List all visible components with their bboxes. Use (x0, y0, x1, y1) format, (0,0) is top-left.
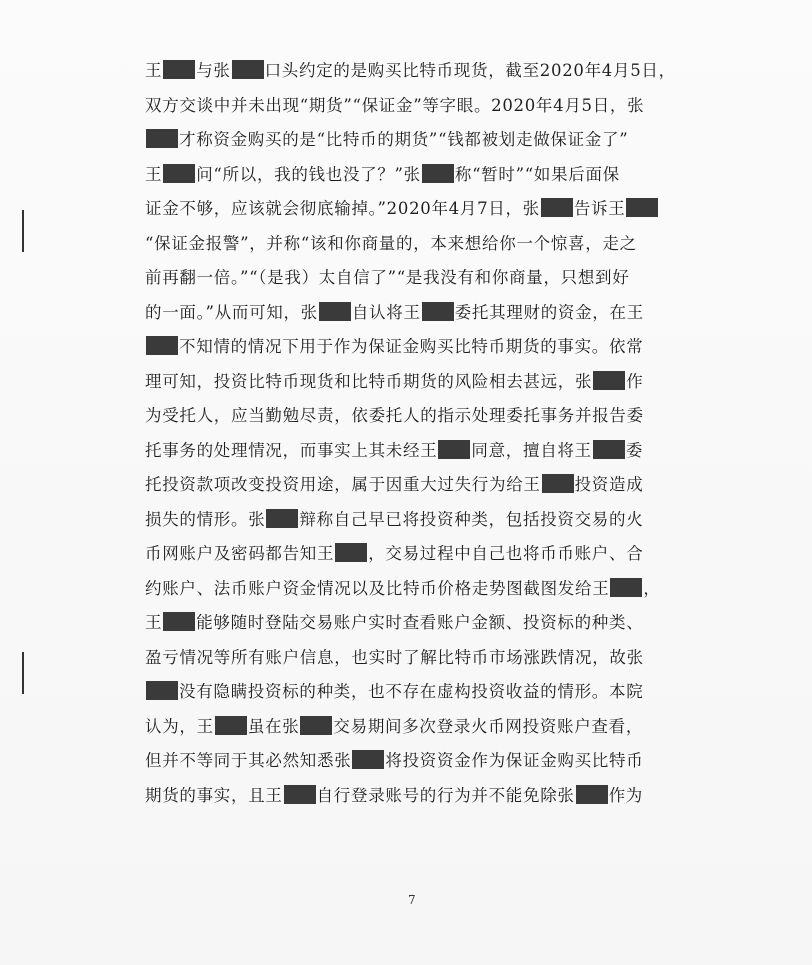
binding-mark (22, 652, 24, 694)
redaction-box (146, 129, 178, 148)
text-segment: 为受托人，应当勤勉尽责，依委托人的指示处理委托事务并报告委 (145, 406, 644, 425)
text-segment: 自认将王 (351, 302, 421, 322)
text-line (145, 89, 685, 124)
text-segment: 问“所以，我的钱也没了？”张 (196, 164, 421, 184)
text-segment: 交易期间多次登录火币网投资账户查看， (333, 716, 644, 736)
text-segment: 投资造成 (574, 475, 644, 494)
text-segment: 委托其理财的资金，在王 (454, 302, 644, 322)
text-line (145, 158, 685, 193)
redaction-box (163, 60, 195, 79)
text-segment: 认为，王 (145, 716, 214, 736)
text-segment: 王 (145, 61, 163, 80)
text-line (145, 710, 685, 745)
text-segment: 作为 (608, 785, 644, 805)
text-segment: 前再翻一倍。”“（是我）太自信了”“是我没有和你商量，只想到好 (145, 268, 630, 287)
text-line (145, 744, 685, 779)
text-segment: 王 (145, 613, 163, 632)
text-segment: 将投资资金作为保证金购买比特币 (385, 751, 644, 770)
text-segment: 托投资款项改变投资用途，属于因重大过失行为给王 (145, 475, 541, 494)
redaction-box (352, 750, 384, 769)
redaction-box (593, 371, 625, 390)
text-segment: 但并不等同于其必然知悉张 (145, 751, 352, 770)
text-line (145, 675, 685, 710)
redaction-box (300, 716, 332, 735)
text-segment: 自行登录账号的行为并不能免除张 (316, 785, 575, 805)
text-segment: 没有隐瞒投资标的种类，也不存在虚构投资收益的情形。本院 (179, 682, 644, 701)
text-line (145, 641, 685, 676)
text-segment: 盈亏情况等所有账户信息，也实时了解比特币市场涨跌情况，故张 (145, 647, 644, 667)
redaction-box (284, 785, 316, 804)
redaction-box (576, 785, 608, 804)
text-segment: 币网账户及密码都告知王 (145, 544, 335, 563)
text-segment: 约账户、法币账户资金情况以及比特币价格走势图截图发给王 (145, 578, 610, 598)
text-segment: 证金不够，应该就会彻底输掉。”2020年4月7日，张 (145, 199, 540, 218)
text-line (145, 365, 685, 400)
redaction-box (335, 543, 367, 562)
redaction-box (610, 578, 642, 597)
text-segment: 理可知，投资比特币现货和比特币期货的风险相去甚远，张 (145, 371, 593, 391)
page-number: 7 (408, 893, 416, 907)
text-line (145, 261, 685, 296)
text-segment: “保证金报警”，并称“该和你商量的，本来想给你一个惊喜，走之 (145, 233, 637, 253)
redaction-box (422, 302, 454, 321)
text-segment: 口头约定的是购买比特币现货，截至2020年4月5日， (264, 61, 676, 80)
redaction-box (541, 198, 573, 217)
text-line (145, 537, 685, 572)
text-line (145, 468, 685, 503)
redaction-box (626, 198, 658, 217)
binding-mark (22, 210, 24, 252)
text-segment: 虽在张 (247, 716, 300, 736)
text-line (145, 192, 685, 227)
redaction-box (422, 164, 454, 183)
text-line (145, 54, 685, 89)
redaction-box (163, 164, 195, 183)
text-segment: 的一面。”从而可知，张 (145, 302, 318, 322)
redaction-box (593, 440, 625, 459)
text-segment: 王 (145, 164, 163, 184)
text-segment: 能够随时登陆交易账户实时查看账户金额、投资标的种类、 (196, 613, 644, 632)
text-line (145, 227, 685, 262)
text-line (145, 434, 685, 469)
redaction-box (438, 440, 470, 459)
text-segment: 与张 (196, 61, 231, 80)
redaction-box (266, 509, 298, 528)
text-segment: 才称资金购买的是“比特币的期货”“钱都被划走做保证金了” (179, 130, 629, 149)
text-segment: 托事务的处理情况，而事实上其未经王 (145, 440, 438, 460)
text-line (145, 330, 685, 365)
text-line (145, 123, 685, 158)
text-line (145, 572, 685, 607)
text-line (145, 503, 685, 538)
redaction-box (146, 336, 178, 355)
redaction-box (146, 681, 178, 700)
text-segment: 委 (625, 440, 644, 460)
text-line (145, 296, 685, 331)
redaction-box (232, 60, 264, 79)
redaction-box (319, 302, 351, 321)
redaction-box (163, 612, 195, 631)
redaction-box (542, 474, 574, 493)
redaction-box (215, 716, 247, 735)
text-segment: ， (643, 578, 661, 598)
text-segment: 不知情的情况下用于作为保证金购买比特币期货的事实。依常 (179, 337, 644, 356)
text-segment: 双方交谈中并未出现“期货”“保证金”等字眼。2020年4月5日，张 (145, 95, 645, 115)
text-segment: 同意，擅自将王 (471, 440, 592, 460)
text-segment: 告诉王 (573, 199, 626, 218)
text-segment: 损失的情形。张 (145, 509, 266, 529)
text-line (145, 399, 685, 434)
text-segment: 辩称自己早已将投资种类，包括投资交易的火 (299, 509, 644, 529)
text-segment: ，交易过程中自己也将币币账户、合 (368, 544, 644, 563)
text-segment: 作 (626, 371, 644, 391)
text-line (145, 779, 685, 814)
document-body (145, 54, 685, 813)
text-segment: 称“暂时”“如果后面保 (454, 164, 620, 184)
text-segment: 期货的事实，且王 (145, 785, 283, 805)
text-line (145, 606, 685, 641)
